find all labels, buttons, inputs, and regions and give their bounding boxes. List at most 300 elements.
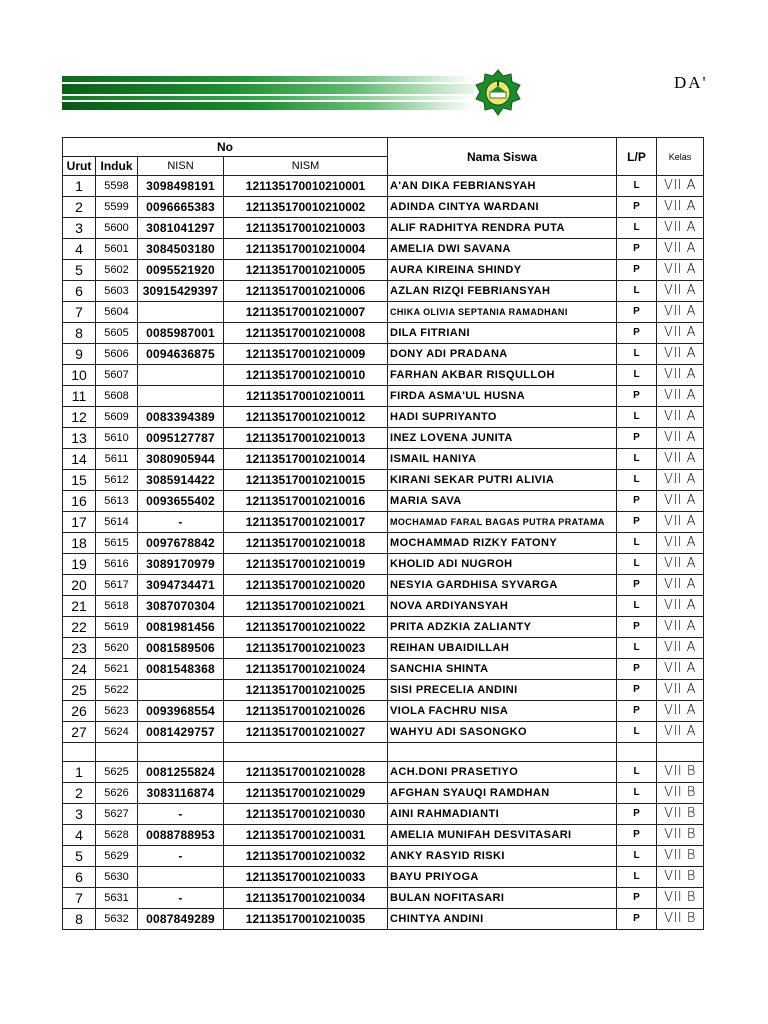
- nama-cell: PRITA ADZKIA ZALIANTY: [388, 617, 617, 638]
- induk-cell: 5600: [96, 218, 138, 239]
- urut-cell: 13: [63, 428, 96, 449]
- nism-cell: 121135170010210027: [224, 722, 388, 743]
- nisn-cell: 0087849289: [138, 909, 224, 930]
- lp-cell: L: [617, 762, 657, 783]
- nism-cell: 121135170010210019: [224, 554, 388, 575]
- nisn-cell: 0081255824: [138, 762, 224, 783]
- nism-cell: 121135170010210012: [224, 407, 388, 428]
- nama-cell: FARHAN AKBAR RISQULLOH: [388, 365, 617, 386]
- urut-cell: 4: [63, 825, 96, 846]
- urut-cell: 6: [63, 867, 96, 888]
- urut-cell: 5: [63, 846, 96, 867]
- table-row: [63, 701, 704, 722]
- table-row: [63, 722, 704, 743]
- induk-cell: 5629: [96, 846, 138, 867]
- kelas-cell: VII A: [657, 470, 704, 491]
- nama-cell: MARIA SAVA: [388, 491, 617, 512]
- nism-cell: 121135170010210011: [224, 386, 388, 407]
- lp-cell: P: [617, 239, 657, 260]
- nama-cell: BAYU PRIYOGA: [388, 867, 617, 888]
- lp-cell: P: [617, 491, 657, 512]
- lp-cell: P: [617, 197, 657, 218]
- urut-cell: 24: [63, 659, 96, 680]
- nism-cell: 121135170010210008: [224, 323, 388, 344]
- table-row: [63, 302, 704, 323]
- induk-cell: 5620: [96, 638, 138, 659]
- nism-cell: 121135170010210024: [224, 659, 388, 680]
- induk-cell: 5605: [96, 323, 138, 344]
- nisn-cell: 0096665383: [138, 197, 224, 218]
- nism-cell: 121135170010210035: [224, 909, 388, 930]
- empty-cell: [224, 743, 388, 762]
- nism-cell: 121135170010210030: [224, 804, 388, 825]
- empty-cell: [138, 743, 224, 762]
- urut-cell: 11: [63, 386, 96, 407]
- nisn-header: NISN: [138, 157, 224, 176]
- table-row: [63, 218, 704, 239]
- nama-cell: DONY ADI PRADANA: [388, 344, 617, 365]
- urut-cell: 7: [63, 302, 96, 323]
- nism-cell: 121135170010210014: [224, 449, 388, 470]
- urut-cell: 18: [63, 533, 96, 554]
- school-logo-icon: [470, 68, 526, 120]
- nisn-cell: 30915429397: [138, 281, 224, 302]
- empty-cell: [63, 743, 96, 762]
- nisn-cell: 3089170979: [138, 554, 224, 575]
- nisn-cell: 0081429757: [138, 722, 224, 743]
- nisn-cell: 3085914422: [138, 470, 224, 491]
- nama-siswa-header: Nama Siswa: [388, 138, 617, 176]
- nisn-cell: 3083116874: [138, 783, 224, 804]
- urut-header: Urut: [63, 157, 96, 176]
- induk-cell: 5604: [96, 302, 138, 323]
- induk-cell: 5614: [96, 512, 138, 533]
- lp-cell: P: [617, 825, 657, 846]
- urut-cell: 22: [63, 617, 96, 638]
- nism-cell: 121135170010210016: [224, 491, 388, 512]
- lp-cell: L: [617, 365, 657, 386]
- kelas-cell: VII B: [657, 867, 704, 888]
- kelas-cell: VII A: [657, 596, 704, 617]
- table-row: [63, 344, 704, 365]
- kelas-cell: VII B: [657, 846, 704, 867]
- page-title: DA': [674, 73, 708, 92]
- induk-cell: 5606: [96, 344, 138, 365]
- table-row: [63, 596, 704, 617]
- kelas-cell: VII A: [657, 323, 704, 344]
- lp-header: L/P: [617, 138, 657, 176]
- nama-cell: WAHYU ADI SASONGKO: [388, 722, 617, 743]
- table-row: [63, 659, 704, 680]
- table-row: [63, 846, 704, 867]
- nisn-cell: 3080905944: [138, 449, 224, 470]
- urut-cell: 3: [63, 804, 96, 825]
- nama-cell: ANKY RASYID RISKI: [388, 846, 617, 867]
- nama-cell: NOVA ARDIYANSYAH: [388, 596, 617, 617]
- nism-cell: 121135170010210006: [224, 281, 388, 302]
- empty-cell: [617, 743, 657, 762]
- nisn-cell: 3081041297: [138, 218, 224, 239]
- urut-cell: 1: [63, 762, 96, 783]
- lp-cell: P: [617, 302, 657, 323]
- nisn-cell: [138, 680, 224, 701]
- induk-cell: 5632: [96, 909, 138, 930]
- kelas-cell: VII A: [657, 512, 704, 533]
- lp-cell: P: [617, 701, 657, 722]
- table-row: [63, 323, 704, 344]
- nama-cell: CHINTYA ANDINI: [388, 909, 617, 930]
- nism-cell: 121135170010210032: [224, 846, 388, 867]
- table-row: [63, 281, 704, 302]
- table-row: [63, 867, 704, 888]
- table-row: [63, 176, 704, 197]
- lp-cell: P: [617, 888, 657, 909]
- lp-cell: L: [617, 638, 657, 659]
- kelas-cell: VII A: [657, 617, 704, 638]
- table-row: [63, 762, 704, 783]
- urut-cell: 19: [63, 554, 96, 575]
- nama-cell: MOCHAMMAD RIZKY FATONY: [388, 533, 617, 554]
- nism-cell: 121135170010210020: [224, 575, 388, 596]
- urut-cell: 26: [63, 701, 96, 722]
- induk-cell: 5627: [96, 804, 138, 825]
- nama-cell: FIRDA ASMA'UL HUSNA: [388, 386, 617, 407]
- nism-cell: 121135170010210018: [224, 533, 388, 554]
- lp-cell: P: [617, 617, 657, 638]
- lp-cell: L: [617, 449, 657, 470]
- nism-cell: 121135170010210023: [224, 638, 388, 659]
- kelas-cell: VII A: [657, 176, 704, 197]
- lp-cell: L: [617, 218, 657, 239]
- induk-cell: 5618: [96, 596, 138, 617]
- induk-cell: 5607: [96, 365, 138, 386]
- nism-cell: 121135170010210026: [224, 701, 388, 722]
- nisn-cell: 0081548368: [138, 659, 224, 680]
- table-row: [63, 533, 704, 554]
- nama-cell: DILA FITRIANI: [388, 323, 617, 344]
- nisn-cell: 0093968554: [138, 701, 224, 722]
- nisn-cell: 3084503180: [138, 239, 224, 260]
- lp-cell: L: [617, 470, 657, 491]
- induk-cell: 5610: [96, 428, 138, 449]
- table-row: [63, 491, 704, 512]
- nama-cell: SANCHIA SHINTA: [388, 659, 617, 680]
- nisn-cell: [138, 867, 224, 888]
- urut-cell: 5: [63, 260, 96, 281]
- lp-cell: L: [617, 596, 657, 617]
- nama-cell: ISMAIL HANIYA: [388, 449, 617, 470]
- lp-cell: P: [617, 575, 657, 596]
- nism-cell: 121135170010210005: [224, 260, 388, 281]
- nisn-cell: -: [138, 888, 224, 909]
- table-row: [63, 428, 704, 449]
- nisn-cell: 0095127787: [138, 428, 224, 449]
- induk-cell: 5622: [96, 680, 138, 701]
- lp-cell: L: [617, 867, 657, 888]
- induk-cell: 5621: [96, 659, 138, 680]
- urut-cell: 25: [63, 680, 96, 701]
- urut-cell: 10: [63, 365, 96, 386]
- urut-cell: 15: [63, 470, 96, 491]
- nisn-cell: 0081589506: [138, 638, 224, 659]
- induk-cell: 5617: [96, 575, 138, 596]
- nisn-cell: [138, 302, 224, 323]
- induk-cell: 5599: [96, 197, 138, 218]
- urut-cell: 21: [63, 596, 96, 617]
- nism-cell: 121135170010210031: [224, 825, 388, 846]
- lp-cell: P: [617, 512, 657, 533]
- kelas-cell: VII B: [657, 909, 704, 930]
- kelas-cell: VII A: [657, 491, 704, 512]
- kelas-cell: VII B: [657, 783, 704, 804]
- nism-cell: 121135170010210001: [224, 176, 388, 197]
- induk-cell: 5598: [96, 176, 138, 197]
- kelas-cell: VII A: [657, 533, 704, 554]
- table-row: [63, 512, 704, 533]
- nama-cell: NESYIA GARDHISA SYVARGA: [388, 575, 617, 596]
- nisn-cell: 0094636875: [138, 344, 224, 365]
- urut-cell: 14: [63, 449, 96, 470]
- nama-cell: REIHAN UBAIDILLAH: [388, 638, 617, 659]
- induk-cell: 5603: [96, 281, 138, 302]
- kelas-cell: VII B: [657, 825, 704, 846]
- nism-cell: 121135170010210013: [224, 428, 388, 449]
- nama-cell: KIRANI SEKAR PUTRI ALIVIA: [388, 470, 617, 491]
- nism-cell: 121135170010210025: [224, 680, 388, 701]
- induk-cell: 5628: [96, 825, 138, 846]
- kelas-cell: VII A: [657, 659, 704, 680]
- nisn-cell: 0083394389: [138, 407, 224, 428]
- urut-cell: 17: [63, 512, 96, 533]
- kelas-cell: VII A: [657, 239, 704, 260]
- urut-cell: 8: [63, 909, 96, 930]
- urut-cell: 9: [63, 344, 96, 365]
- urut-cell: 12: [63, 407, 96, 428]
- nisn-cell: 3094734471: [138, 575, 224, 596]
- induk-cell: 5611: [96, 449, 138, 470]
- kelas-cell: VII A: [657, 344, 704, 365]
- kelas-cell: VII B: [657, 762, 704, 783]
- lp-cell: L: [617, 554, 657, 575]
- kelas-cell: VII A: [657, 449, 704, 470]
- nama-cell: AURA KIREINA SHINDY: [388, 260, 617, 281]
- nism-cell: 121135170010210028: [224, 762, 388, 783]
- table-row: [63, 470, 704, 491]
- induk-cell: 5623: [96, 701, 138, 722]
- table-row: [63, 386, 704, 407]
- lp-cell: P: [617, 260, 657, 281]
- table-row: [63, 617, 704, 638]
- urut-cell: 7: [63, 888, 96, 909]
- nama-cell: AMELIA DWI SAVANA: [388, 239, 617, 260]
- nama-cell: SISI PRECELIA ANDINI: [388, 680, 617, 701]
- induk-cell: 5602: [96, 260, 138, 281]
- induk-cell: 5615: [96, 533, 138, 554]
- student-roster-table: [62, 137, 704, 930]
- urut-cell: 3: [63, 218, 96, 239]
- lp-cell: L: [617, 533, 657, 554]
- nama-cell: MOCHAMAD FARAL BAGAS PUTRA PRATAMA: [388, 512, 617, 533]
- nism-cell: 121135170010210022: [224, 617, 388, 638]
- kelas-cell: VII B: [657, 888, 704, 909]
- kelas-cell: VII A: [657, 701, 704, 722]
- urut-cell: 4: [63, 239, 96, 260]
- table-row: [63, 680, 704, 701]
- urut-cell: 23: [63, 638, 96, 659]
- kelas-cell: VII A: [657, 302, 704, 323]
- nama-cell: VIOLA FACHRU NISA: [388, 701, 617, 722]
- lp-cell: P: [617, 909, 657, 930]
- induk-cell: 5626: [96, 783, 138, 804]
- lp-cell: P: [617, 386, 657, 407]
- lp-cell: L: [617, 344, 657, 365]
- nism-cell: 121135170010210015: [224, 470, 388, 491]
- nisn-cell: 0088788953: [138, 825, 224, 846]
- nism-cell: 121135170010210002: [224, 197, 388, 218]
- header-banner: [62, 70, 474, 114]
- nisn-cell: [138, 365, 224, 386]
- kelas-cell: VII A: [657, 554, 704, 575]
- table-row: [63, 575, 704, 596]
- nama-cell: AFGHAN SYAUQI RAMDHAN: [388, 783, 617, 804]
- nama-cell: AZLAN RIZQI FEBRIANSYAH: [388, 281, 617, 302]
- induk-cell: 5609: [96, 407, 138, 428]
- nama-cell: INEZ LOVENA JUNITA: [388, 428, 617, 449]
- nisn-cell: 3098498191: [138, 176, 224, 197]
- lp-cell: L: [617, 176, 657, 197]
- nisn-cell: -: [138, 804, 224, 825]
- lp-cell: P: [617, 428, 657, 449]
- nama-cell: ALIF RADHITYA RENDRA PUTA: [388, 218, 617, 239]
- kelas-cell: VII A: [657, 428, 704, 449]
- urut-cell: 2: [63, 197, 96, 218]
- lp-cell: L: [617, 407, 657, 428]
- kelas-cell: VII A: [657, 260, 704, 281]
- kelas-cell: VII B: [657, 804, 704, 825]
- nama-cell: BULAN NOFITASARI: [388, 888, 617, 909]
- nisn-cell: -: [138, 846, 224, 867]
- nama-cell: KHOLID ADI NUGROH: [388, 554, 617, 575]
- spacer-row: [63, 743, 704, 762]
- table-row: [63, 260, 704, 281]
- nism-cell: 121135170010210029: [224, 783, 388, 804]
- nism-cell: 121135170010210007: [224, 302, 388, 323]
- table-row: [63, 554, 704, 575]
- induk-cell: 5616: [96, 554, 138, 575]
- induk-cell: 5619: [96, 617, 138, 638]
- induk-cell: 5630: [96, 867, 138, 888]
- urut-cell: 8: [63, 323, 96, 344]
- kelas-cell: VII A: [657, 680, 704, 701]
- table-row: [63, 449, 704, 470]
- induk-cell: 5608: [96, 386, 138, 407]
- nisn-cell: 0085987001: [138, 323, 224, 344]
- nism-cell: 121135170010210003: [224, 218, 388, 239]
- nisn-cell: 0097678842: [138, 533, 224, 554]
- lp-cell: P: [617, 804, 657, 825]
- table-row: [63, 197, 704, 218]
- table-row: [63, 407, 704, 428]
- roster-body: [63, 176, 704, 930]
- lp-cell: L: [617, 783, 657, 804]
- nisn-cell: -: [138, 512, 224, 533]
- nisn-cell: [138, 386, 224, 407]
- nism-cell: 121135170010210021: [224, 596, 388, 617]
- nism-header: NISM: [224, 157, 388, 176]
- induk-cell: 5612: [96, 470, 138, 491]
- nism-cell: 121135170010210017: [224, 512, 388, 533]
- nama-cell: ACH.DONI PRASETIYO: [388, 762, 617, 783]
- table-row: [63, 825, 704, 846]
- empty-cell: [96, 743, 138, 762]
- induk-cell: 5624: [96, 722, 138, 743]
- no-header: No: [63, 138, 388, 157]
- nama-cell: HADI SUPRIYANTO: [388, 407, 617, 428]
- urut-cell: 1: [63, 176, 96, 197]
- kelas-cell: VII A: [657, 407, 704, 428]
- urut-cell: 20: [63, 575, 96, 596]
- kelas-cell: VII A: [657, 722, 704, 743]
- nism-cell: 121135170010210010: [224, 365, 388, 386]
- nism-cell: 121135170010210033: [224, 867, 388, 888]
- nisn-cell: 0095521920: [138, 260, 224, 281]
- lp-cell: P: [617, 323, 657, 344]
- nisn-cell: 0081981456: [138, 617, 224, 638]
- lp-cell: P: [617, 659, 657, 680]
- nama-cell: ADINDA CINTYA WARDANI: [388, 197, 617, 218]
- nama-cell: CHIKA OLIVIA SEPTANIA RAMADHANI: [388, 302, 617, 323]
- lp-cell: P: [617, 680, 657, 701]
- kelas-cell: VII A: [657, 218, 704, 239]
- lp-cell: L: [617, 722, 657, 743]
- empty-cell: [657, 743, 704, 762]
- table-row: [63, 638, 704, 659]
- urut-cell: 16: [63, 491, 96, 512]
- lp-cell: L: [617, 281, 657, 302]
- nisn-cell: 0093655402: [138, 491, 224, 512]
- kelas-cell: VII A: [657, 197, 704, 218]
- induk-cell: 5631: [96, 888, 138, 909]
- header-row-top: [63, 138, 704, 157]
- lp-cell: L: [617, 846, 657, 867]
- induk-cell: 5613: [96, 491, 138, 512]
- urut-cell: 27: [63, 722, 96, 743]
- kelas-cell: VII A: [657, 281, 704, 302]
- kelas-cell: VII A: [657, 386, 704, 407]
- nama-cell: A'AN DIKA FEBRIANSYAH: [388, 176, 617, 197]
- induk-cell: 5601: [96, 239, 138, 260]
- kelas-cell: VII A: [657, 575, 704, 596]
- urut-cell: 6: [63, 281, 96, 302]
- kelas-cell: VII A: [657, 365, 704, 386]
- empty-cell: [388, 743, 617, 762]
- nama-cell: AMELIA MUNIFAH DESVITASARI: [388, 825, 617, 846]
- nisn-cell: 3087070304: [138, 596, 224, 617]
- nama-cell: AINI RAHMADIANTI: [388, 804, 617, 825]
- table-row: [63, 909, 704, 930]
- induk-header: Induk: [96, 157, 138, 176]
- induk-cell: 5625: [96, 762, 138, 783]
- table-row: [63, 365, 704, 386]
- nism-cell: 121135170010210034: [224, 888, 388, 909]
- table-row: [63, 239, 704, 260]
- nism-cell: 121135170010210004: [224, 239, 388, 260]
- table-row: [63, 888, 704, 909]
- nism-cell: 121135170010210009: [224, 344, 388, 365]
- table-row: [63, 804, 704, 825]
- urut-cell: 2: [63, 783, 96, 804]
- table-row: [63, 783, 704, 804]
